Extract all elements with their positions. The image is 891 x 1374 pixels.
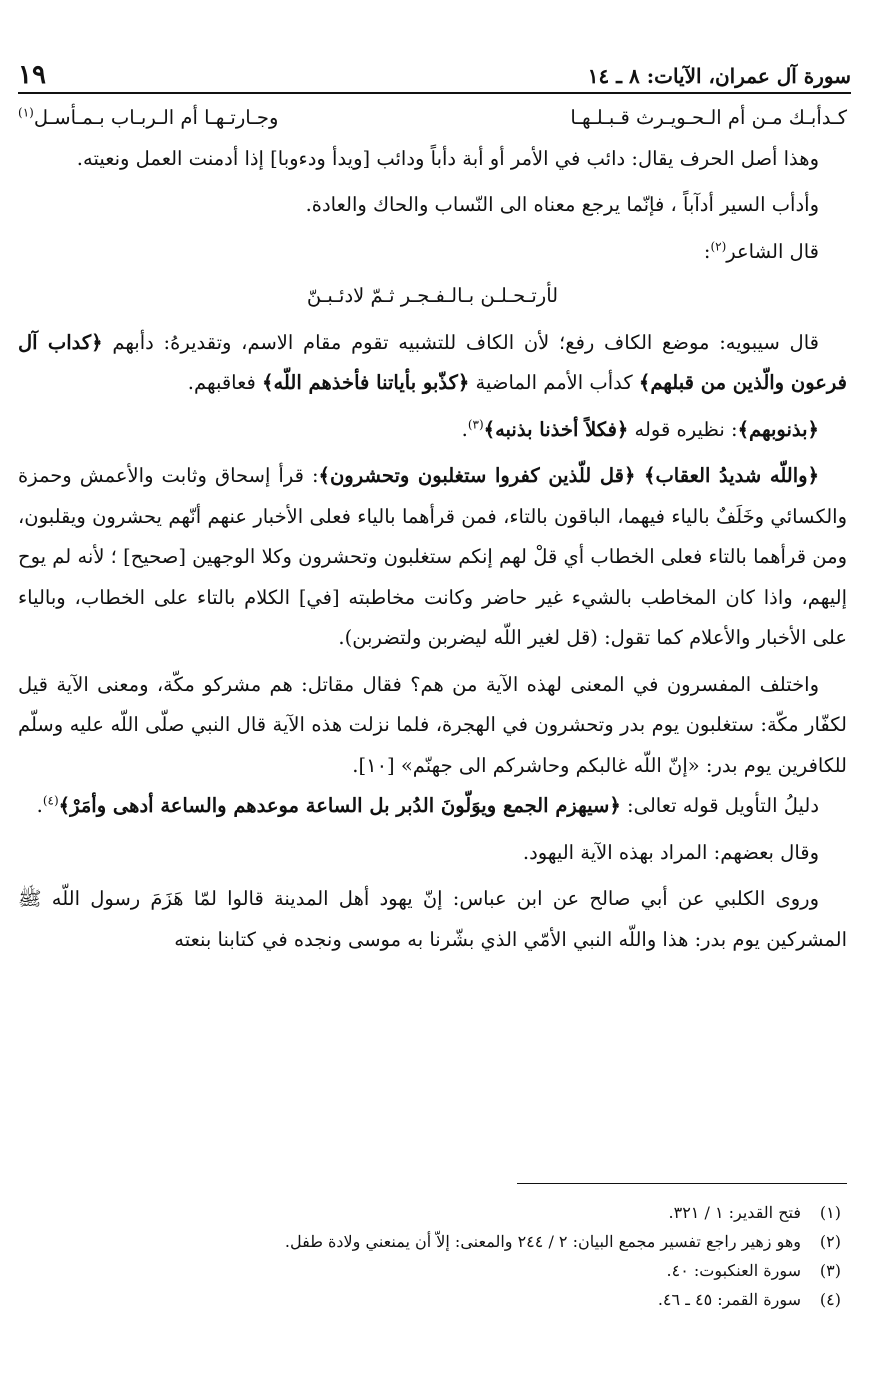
- paragraph-1: وهذا أصل الحرف يقال: دائب في الأمر أو أبة دأباً ودائب [ويدأ ودءوبا] إذا أدمنت العمل ونعيته.: [76, 146, 819, 170]
- paragraph-6: [18, 456, 847, 659]
- quran-quote-5: ﴿واللّه شديدُ العقاب﴾ ﴿قل للّذين كفروا ستغلبون وتحشرون﴾: [318, 464, 820, 487]
- footnote-number: (٣): [819, 1261, 841, 1280]
- p4-text-a: قال سيبويه: موضع الكاف رفع؛ لأن الكاف للتشبيه تقوم مقام الاسم، وتقديرهُ: دأبهم: [102, 330, 819, 354]
- footnote-text: وهو زهير راجع تفسير مجمع البيان: ٢ / ٢٤٤ والمعنى: إلاّ أن يمنعني ولادة طفل.: [284, 1232, 801, 1251]
- footnote-text: سورة القمر: ٤٥ ـ ٤٦.: [657, 1290, 801, 1309]
- footnote: [60, 1198, 841, 1227]
- footnote-ref-2: (٢): [710, 239, 727, 253]
- paragraph-7: واختلف المفسرون في المعنى لهذه الآية من هم؟ فقال مقاتل: هم مشركو مكّة، ومعنى الآية قيل لكفّار مكّة: ستغلبون يوم بدر وتحشرون في الهجرة، فلما نزلت هذه الآية قال النبي صلّى اللّه عليه وسلّم للكافرين يوم بدر: «إنّ اللّه غالبكم وحاشركم الى جهنّم» [١٠].: [18, 672, 847, 777]
- footnote: [60, 1285, 841, 1314]
- footnote-text: فتح القدير: ١ / ٣٢١.: [668, 1203, 801, 1222]
- footnotes: [60, 1198, 841, 1314]
- footnote-text: سورة العنكبوت: ٤٠.: [666, 1261, 801, 1280]
- paragraph-10: وروى الكلبي عن أبي صالح عن ابن عباس: إنّ يهود أهل المدينة قالوا لمّا هَزَمَ رسول اللّه ﷺ المشركين يوم بدر: هذا واللّه النبي الأمّي الذي بشّرنا به موسى ونجده في كتابنا بنعته: [18, 887, 847, 951]
- page-number: ١٩: [18, 60, 46, 90]
- p4-text-c: فعاقبهم.: [187, 371, 263, 394]
- footnote: [60, 1256, 841, 1285]
- paragraph-3: [18, 232, 847, 273]
- verse-second-hemistich: وجـارتـهـا أم الـربـاب بـمـأسـل: [33, 106, 279, 129]
- footnote-number: (١): [819, 1203, 841, 1222]
- paragraph-9: وقال بعضهم: المراد بهذه الآية اليهود.: [522, 840, 819, 864]
- quran-quote-2: ﴿كذّبو بأياتنا فأخذهم اللّه﴾: [262, 371, 470, 394]
- paragraph-2: وأدأب السير أدآباً ، فإنّما يرجع معناه الى النّساب والحاك والعادة.: [305, 193, 819, 216]
- paragraph-5: [18, 410, 847, 451]
- paragraph-4: [18, 323, 847, 404]
- poet-intro: قال الشاعر: [726, 239, 819, 263]
- body-text: [18, 98, 847, 960]
- footnote-ref-3: (٣): [467, 417, 484, 431]
- quran-quote-6: ﴿سيهزم الجمع ويوَلّونَ الدُبر بل الساعة موعدهم والساعة أدهى وأمَرْ﴾: [58, 794, 621, 817]
- p4-text-b: كدأب الأمم الماضية: [469, 371, 639, 394]
- footnote-number: (٤): [819, 1290, 841, 1309]
- verse-couplet: [18, 98, 847, 139]
- paragraph-8: [18, 786, 847, 827]
- p5-end: .: [461, 417, 468, 441]
- footnote: [60, 1227, 841, 1256]
- verse-second-hemistich-wrap: [18, 98, 278, 139]
- poet-intro-colon: :: [703, 239, 711, 263]
- footnote-ref-1: (١): [18, 105, 34, 120]
- verse-single-line: لأرتـحـلـن بـالـفـجـر ثـمّ لادئـبـنّ: [306, 284, 559, 307]
- p5-text: : نظيره قوله: [628, 417, 738, 441]
- page-header: [18, 48, 851, 94]
- verse-first-hemistich: كـدأبـك مـن أم الـحـويـرث قـبـلـهـا: [570, 106, 847, 129]
- quran-quote-3: ﴿بذنوبهم﴾: [737, 417, 819, 441]
- quran-quote-1: ﴿كداب آل فرعون والّذين من قبلهم﴾: [18, 330, 847, 394]
- footnote-ref-4: (٤): [42, 793, 59, 808]
- footnote-divider: [517, 1183, 847, 1184]
- p8-text: دليلُ التأويل قوله تعالى:: [620, 794, 819, 817]
- quran-quote-4: ﴿فكلاً أخذنا بذنبه﴾: [483, 417, 629, 441]
- p8-end: .: [36, 794, 43, 817]
- p6-text: : قرأ إسحاق وثابت والأعمش وحمزة والكسائي وخَلَفٌ بالياء فيهما، الباقون بالتاء، فمن قرأهما بالياء فعلى الأخبار عنهم أنّهم يحشرون ويقلبون، ومن قرأهما بالتاء فعلى الخطاب أي قلْ لهم إنكم ستغلبون وتحشرون وكلا الوجهين [صحيح] ؛ لأنه لم يوح إليهم، واذا كان المخاطب بالشيء غير حاضر وكانت مخاطبته [في] الكلام بالتاء على الخطاب، وبالياء على الأخبار والأعلام كما تقول: (قل لغير اللّه ليضربن ولتضربن).: [18, 464, 847, 649]
- header-title: سورة آل عمران، الآيات: ٨ ـ ١٤: [587, 64, 851, 88]
- footnote-number: (٢): [819, 1232, 841, 1251]
